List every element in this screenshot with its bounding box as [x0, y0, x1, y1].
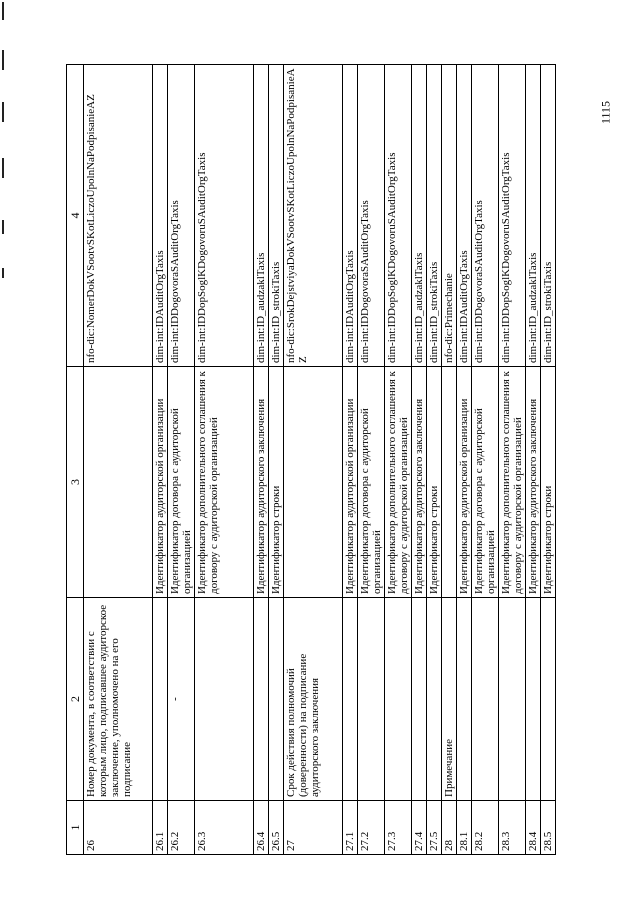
dimension-description-cell: Идентификатор строки — [541, 367, 556, 598]
element-name-cell: Номер документа, в соответствии с которым лицо, подписавшее аудиторское заключение, уполномочено на его подписание — [84, 598, 153, 801]
element-name-cell — [412, 598, 427, 801]
dimension-description-cell: Идентификатор договора с аудиторской организацией — [358, 367, 385, 598]
row-number-cell: 28.2 — [472, 801, 499, 855]
element-name-cell — [385, 598, 412, 801]
element-code-cell: nfo-dic:NomerDokVSootvSKotLiczoUpolnNaPodpisanieAZ — [84, 65, 153, 367]
taxonomy-table — [66, 64, 556, 855]
element-code-cell: dim-int:IDDogovoraSAuditOrgTaxis — [168, 65, 195, 367]
row-number-cell: 28 — [442, 801, 457, 855]
table-row — [472, 65, 499, 855]
table-row — [254, 65, 269, 855]
table-row — [526, 65, 541, 855]
row-number-cell: 27.1 — [343, 801, 358, 855]
element-code-cell: nfo-dic:Primechanie — [442, 65, 457, 367]
dimension-description-cell: Идентификатор дополнительного соглашения к договору с аудиторской организацией — [385, 367, 412, 598]
table-row — [284, 65, 343, 855]
element-name-cell — [153, 598, 168, 801]
table-row — [427, 65, 442, 855]
element-code-cell: dim-int:ID_audzaklTaxis — [412, 65, 427, 367]
row-number-cell: 26 — [84, 801, 153, 855]
scan-edge-mark — [2, 50, 4, 70]
element-name-cell — [254, 598, 269, 801]
dimension-description-cell: Идентификатор аудиторского заключения — [412, 367, 427, 598]
dimension-description-cell: Идентификатор дополнительного соглашения к договору с аудиторской организацией — [195, 367, 254, 598]
table-row — [457, 65, 472, 855]
dimension-description-cell: Идентификатор договора с аудиторской организацией — [472, 367, 499, 598]
dimension-description-cell: Идентификатор аудиторской организации — [343, 367, 358, 598]
dimension-description-cell — [284, 367, 343, 598]
element-code-cell: nfo-dic:SrokDejstviyaDokVSootvSKotLiczoUpolnNaPodpisanieAZ — [284, 65, 343, 367]
row-number-cell: 26.4 — [254, 801, 269, 855]
row-number-cell: 26.2 — [168, 801, 195, 855]
element-name-cell — [343, 598, 358, 801]
rotated-table-container — [66, 65, 554, 855]
table-row — [84, 65, 153, 855]
element-code-cell: dim-int:ID_audzaklTaxis — [254, 65, 269, 367]
element-name-cell — [358, 598, 385, 801]
table-row — [269, 65, 284, 855]
row-number-cell: 26.1 — [153, 801, 168, 855]
element-code-cell: dim-int:ID_strokiTaxis — [427, 65, 442, 367]
row-number-cell: 28.5 — [541, 801, 556, 855]
header-cell: 3 — [67, 367, 84, 598]
row-number-cell: 28.4 — [526, 801, 541, 855]
element-code-cell: dim-int:ID_strokiTaxis — [541, 65, 556, 367]
dimension-description-cell — [442, 367, 457, 598]
dimension-description-cell: Идентификатор договора с аудиторской организацией — [168, 367, 195, 598]
table-row — [442, 65, 457, 855]
table-row — [541, 65, 556, 855]
row-number-cell: 27.2 — [358, 801, 385, 855]
element-code-cell: dim-int:IDDopSoglKDogovoruSAuditOrgTaxis — [499, 65, 526, 367]
row-number-cell: 28.3 — [499, 801, 526, 855]
header-cell: 2 — [67, 598, 84, 801]
element-name-cell — [195, 598, 254, 801]
element-code-cell: dim-int:IDAuditOrgTaxis — [343, 65, 358, 367]
dimension-description-cell: Идентификатор строки — [427, 367, 442, 598]
table-header-row — [67, 65, 84, 855]
scan-edge-mark — [2, 158, 4, 178]
row-number-cell: 27 — [284, 801, 343, 855]
element-code-cell: dim-int:ID_audzaklTaxis — [526, 65, 541, 367]
table-row — [343, 65, 358, 855]
page-number: 1115 — [598, 100, 613, 125]
element-name-cell — [526, 598, 541, 801]
scan-edge-mark — [2, 102, 4, 122]
element-name-cell — [472, 598, 499, 801]
dimension-description-cell: Идентификатор аудиторского заключения — [254, 367, 269, 598]
row-number-cell: 27.4 — [412, 801, 427, 855]
dimension-description-cell: Идентификатор строки — [269, 367, 284, 598]
element-name-cell: Примечание — [442, 598, 457, 801]
scan-edge-mark — [2, 268, 4, 278]
element-code-cell: dim-int:IDDogovoraSAuditOrgTaxis — [472, 65, 499, 367]
element-name-cell — [269, 598, 284, 801]
row-number-cell: 27.5 — [427, 801, 442, 855]
element-name-cell — [499, 598, 526, 801]
element-code-cell: dim-int:ID_strokiTaxis — [269, 65, 284, 367]
dimension-description-cell — [84, 367, 153, 598]
element-code-cell: dim-int:IDDopSoglKDogovoruSAuditOrgTaxis — [195, 65, 254, 367]
element-code-cell: dim-int:IDAuditOrgTaxis — [457, 65, 472, 367]
table-row — [385, 65, 412, 855]
header-cell: 1 — [67, 801, 84, 855]
table-row — [168, 65, 195, 855]
element-code-cell: dim-int:IDDogovoraSAuditOrgTaxis — [358, 65, 385, 367]
table-row — [195, 65, 254, 855]
element-name-cell — [427, 598, 442, 801]
table-row — [499, 65, 526, 855]
row-number-cell: 26.5 — [269, 801, 284, 855]
table-row — [412, 65, 427, 855]
dimension-description-cell: Идентификатор аудиторской организации — [457, 367, 472, 598]
row-number-cell: 28.1 — [457, 801, 472, 855]
scan-edge-mark — [2, 220, 4, 234]
element-code-cell: dim-int:IDAuditOrgTaxis — [153, 65, 168, 367]
table-row — [153, 65, 168, 855]
scan-edge-mark — [2, 2, 4, 20]
element-name-cell — [541, 598, 556, 801]
element-name-cell: - — [168, 598, 195, 801]
element-name-cell: Срок действия полномочий (доверенности) на подписание аудиторского заключения — [284, 598, 343, 801]
row-number-cell: 26.3 — [195, 801, 254, 855]
dimension-description-cell: Идентификатор аудиторской организации — [153, 367, 168, 598]
header-cell: 4 — [67, 65, 84, 367]
element-name-cell — [457, 598, 472, 801]
row-number-cell: 27.3 — [385, 801, 412, 855]
dimension-description-cell: Идентификатор дополнительного соглашения к договору с аудиторской организацией — [499, 367, 526, 598]
dimension-description-cell: Идентификатор аудиторского заключения — [526, 367, 541, 598]
element-code-cell: dim-int:IDDopSoglKDogovoruSAuditOrgTaxis — [385, 65, 412, 367]
table-row — [358, 65, 385, 855]
